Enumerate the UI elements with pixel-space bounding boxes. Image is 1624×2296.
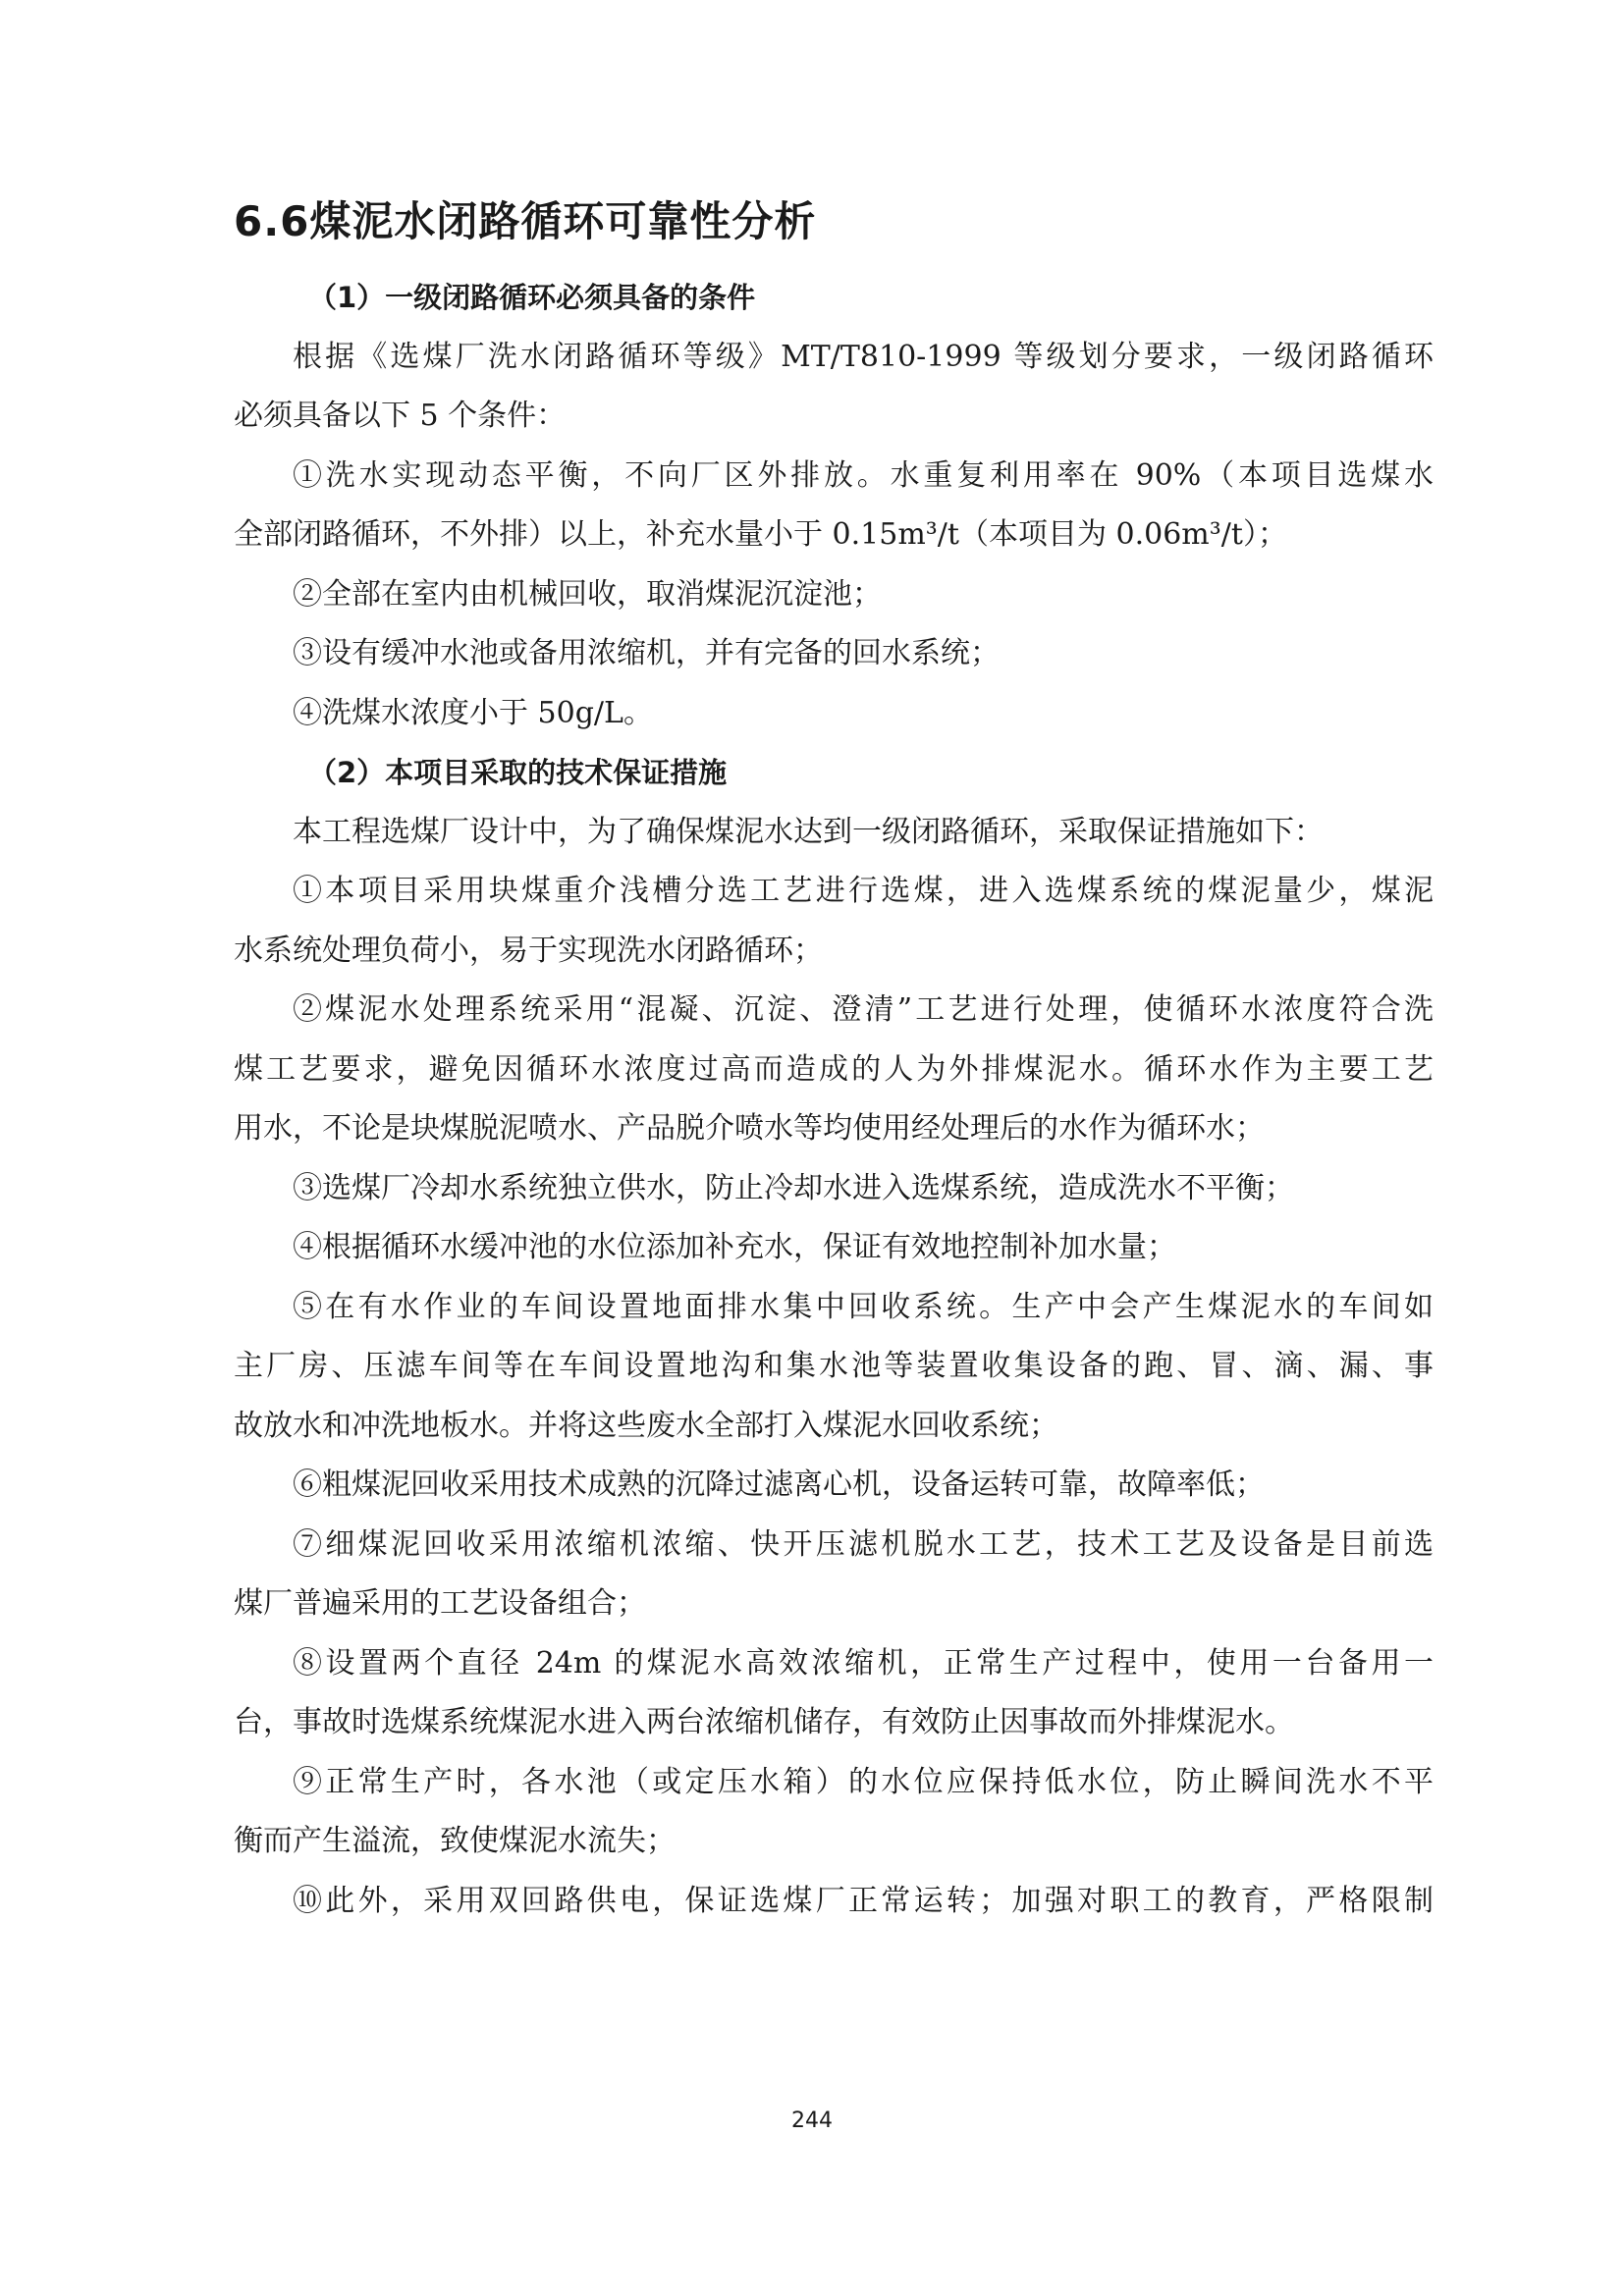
body-text <box>234 268 1434 1931</box>
paragraph-line: 全部闭路循环，不外排）以上，补充水量小于 0.15m³/t（本项目为 0.06m³/t）； <box>234 517 1287 552</box>
paragraph-line: 本工程选煤厂设计中，为了确保煤泥水达到一级闭路循环，采取保证措施如下： <box>293 814 1324 849</box>
paragraph-line: ④根据循环水缓冲池的水位添加补充水，保证有效地控制补加水量； <box>293 1230 1176 1264</box>
paragraph-line: ③设有缓冲水池或备用浓缩机，并有完备的回水系统； <box>293 636 1000 670</box>
paragraph-line: ⑩此外，采用双回路供电，保证选煤厂正常运转；加强对职工的教育，严格限制 <box>293 1883 1434 1918</box>
paragraph-line: ⑤在有水作业的车间设置地面排水集中回收系统。生产中会产生煤泥水的车间如 <box>293 1289 1434 1324</box>
paragraph-line: 水系统处理负荷小，易于实现洗水闭路循环； <box>234 933 823 968</box>
section-title: 6.6煤泥水闭路循环可靠性分析 <box>234 197 817 245</box>
paragraph-line: 根据《选煤厂洗水闭路循环等级》MT/T810-1999 等级划分要求，一级闭路循环 <box>293 339 1434 374</box>
paragraph-line: ⑥粗煤泥回收采用技术成熟的沉降过滤离心机，设备运转可靠，故障率低； <box>293 1468 1265 1502</box>
paragraph-line: ①洗水实现动态平衡，不向厂区外排放。水重复利用率在 90%（本项目选煤水 <box>293 457 1434 493</box>
subsection-heading: （2）本项目采取的技术保证措施 <box>308 756 728 789</box>
paragraph-line: ③选煤厂冷却水系统独立供水，防止冷却水进入选煤系统，造成洗水不平衡； <box>293 1170 1294 1205</box>
paragraph-line: ⑦细煤泥回收采用浓缩机浓缩、快开压滤机脱水工艺，技术工艺及设备是目前选 <box>293 1526 1434 1562</box>
paragraph-line: ④洗煤水浓度小于 50g/L。 <box>293 695 653 730</box>
paragraph-line: 主厂房、压滤车间等在车间设置地沟和集水池等装置收集设备的跑、冒、滴、漏、事 <box>234 1349 1434 1383</box>
paragraph-line: ①本项目采用块煤重介浅槽分选工艺进行选煤，进入选煤系统的煤泥量少，煤泥 <box>293 874 1434 908</box>
subsection-heading: （1）一级闭路循环必须具备的条件 <box>308 281 756 314</box>
paragraph-line: ⑨正常生产时，各水池（或定压水箱）的水位应保持低水位，防止瞬间洗水不平 <box>293 1764 1434 1799</box>
paragraph-line: ⑧设置两个直径 24m 的煤泥水高效浓缩机，正常生产过程中，使用一台备用一 <box>293 1645 1434 1681</box>
paragraph-line: ②煤泥水处理系统采用“混凝、沉淀、澄清”工艺进行处理，使循环水浓度符合洗 <box>293 992 1434 1027</box>
paragraph-line: ②全部在室内由机械回收，取消煤泥沉淀池； <box>293 576 882 612</box>
paragraph-line: 煤厂普遍采用的工艺设备组合； <box>234 1586 646 1621</box>
paragraph-line: 必须具备以下 5 个条件： <box>234 399 567 433</box>
paragraph-line: 台，事故时选煤系统煤泥水进入两台浓缩机储存，有效防止因事故而外排煤泥水。 <box>234 1705 1294 1739</box>
paragraph-line: 用水，不论是块煤脱泥喷水、产品脱介喷水等均使用经处理后的水作为循环水； <box>234 1111 1265 1146</box>
paragraph-line: 衡而产生溢流，致使煤泥水流失； <box>234 1824 676 1858</box>
page-number: 244 <box>791 2109 833 2133</box>
paragraph-line: 故放水和冲洗地板水。并将这些废水全部打入煤泥水回收系统； <box>234 1408 1058 1443</box>
paragraph-line: 煤工艺要求，避免因循环水浓度过高而造成的人为外排煤泥水。循环水作为主要工艺 <box>234 1051 1434 1087</box>
